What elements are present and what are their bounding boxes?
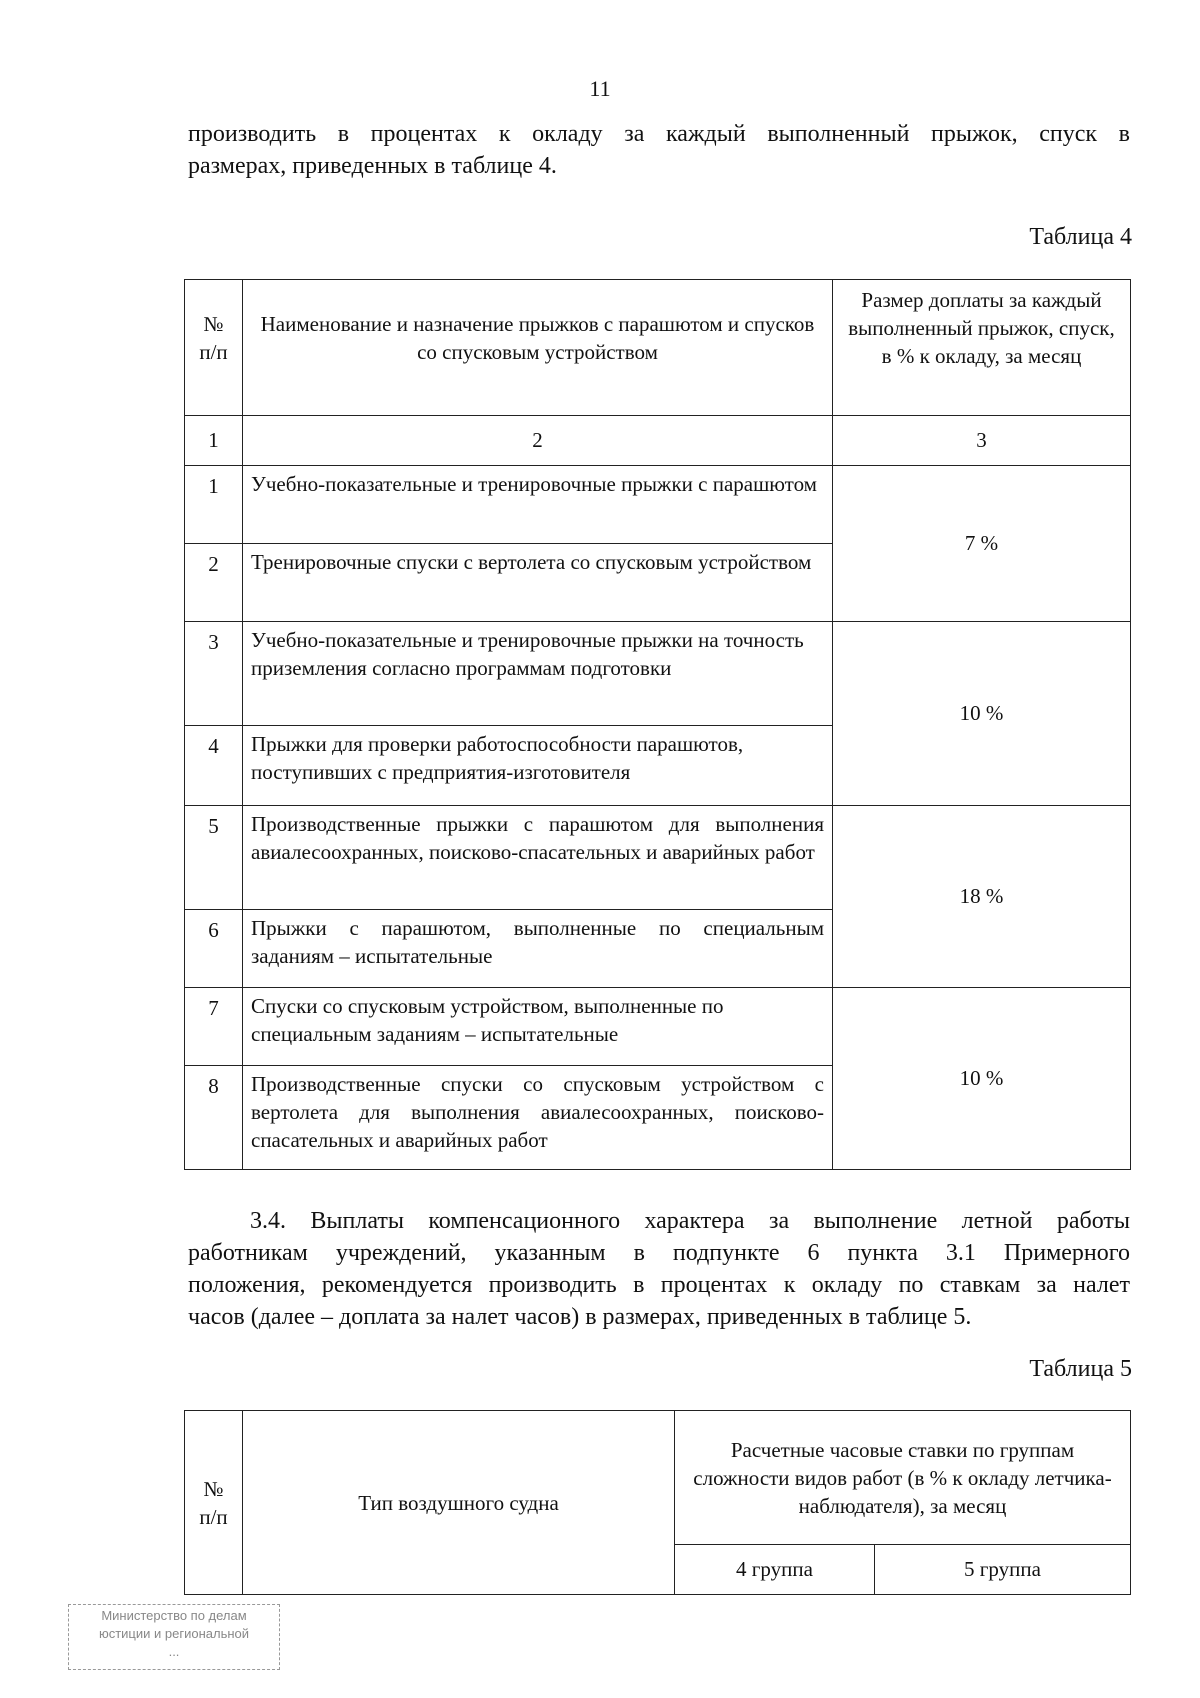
section-3-4-line-3: положения, рекомендуется производить в процентах к окладу по ставкам за налет — [188, 1272, 1130, 1298]
t4-rate-rows-7-8: 10 % — [833, 988, 1131, 1170]
t4-row-3-text: Учебно-показательные и тренировочные прыжки на точность приземления согласно программам подготовки — [243, 622, 833, 726]
t5-header-group-4: 4 группа — [675, 1545, 875, 1595]
t4-row-8-text: Производственные спуски со спусковым устройством с вертолета для выполнения авиалесоохранных, поисково-спасательных и аварийных работ — [243, 1066, 833, 1170]
t4-row-2-text: Тренировочные спуски с вертолета со спусковым устройством — [243, 544, 833, 622]
t4-row-1-text: Учебно-показательные и тренировочные прыжки с парашютом — [243, 466, 833, 544]
t4-row-5-num: 5 — [185, 806, 243, 910]
table-4-caption: Таблица 4 — [1029, 224, 1132, 250]
t4-row-4-text: Прыжки для проверки работоспособности парашютов, поступивших с предприятия-изготовителя — [243, 726, 833, 806]
intro-line-1: производить в процентах к окладу за каждый выполненный прыжок, спуск в — [188, 121, 1130, 147]
section-3-4-line-4: часов (далее – доплата за налет часов) в размерах, приведенных в таблице 5. — [188, 1304, 972, 1330]
t4-colnum-2: 2 — [243, 416, 833, 466]
table-4 — [184, 279, 1131, 1170]
t4-row-4-num: 4 — [185, 726, 243, 806]
table-5-caption: Таблица 5 — [1029, 1356, 1132, 1382]
t5-header-rates: Расчетные часовые ставки по группам сложности видов работ (в % к окладу летчика-наблюдателя), за месяц — [675, 1411, 1131, 1545]
stamp-line-1: Министерство по делам — [101, 1608, 247, 1623]
stamp-line-2: юстиции и региональной — [98, 1626, 250, 1641]
t4-header-name: Наименование и назначение прыжков с парашютом и спусков со спусковым устройством — [243, 280, 833, 416]
t4-row-6-num: 6 — [185, 910, 243, 988]
t4-row-7-num: 7 — [185, 988, 243, 1066]
t4-colnum-3: 3 — [833, 416, 1131, 466]
t5-header-type: Тип воздушного судна — [243, 1411, 675, 1595]
page-number: 11 — [589, 76, 611, 101]
intro-line-2: размерах, приведенных в таблице 4. — [188, 153, 557, 179]
t4-header-size: Размер доплаты за каждый выполненный прыжок, спуск, в % к окладу, за месяц — [833, 280, 1131, 416]
t4-row-5-text: Производственные прыжки с парашютом для выполнения авиалесоохранных, поисково-спасательных и аварийных работ — [243, 806, 833, 910]
t4-header-num: № п/п — [185, 280, 243, 416]
t4-rate-rows-3-4: 10 % — [833, 622, 1131, 806]
t5-header-num: № п/п — [185, 1411, 243, 1595]
section-3-4-line-2: работникам учреждений, указанным в подпункте 6 пункта 3.1 Примерного — [188, 1240, 1130, 1266]
table-5 — [184, 1410, 1131, 1595]
t4-colnum-1: 1 — [185, 416, 243, 466]
t4-rate-rows-5-6: 18 % — [833, 806, 1131, 988]
t4-row-3-num: 3 — [185, 622, 243, 726]
t4-row-1-num: 1 — [185, 466, 243, 544]
t4-row-6-text: Прыжки с парашютом, выполненные по специальным заданиям – испытательные — [243, 910, 833, 988]
section-3-4-line-1: 3.4. Выплаты компенсационного характера за выполнение летной работы — [250, 1208, 1130, 1234]
t4-row-2-num: 2 — [185, 544, 243, 622]
t5-header-group-5: 5 группа — [875, 1545, 1131, 1595]
stamp-line-3: ... — [168, 1644, 180, 1659]
t4-row-7-text: Спуски со спусковым устройством, выполненные по специальным заданиям – испытательные — [243, 988, 833, 1066]
registration-stamp — [68, 1604, 280, 1670]
t4-rate-rows-1-2: 7 % — [833, 466, 1131, 622]
t4-row-8-num: 8 — [185, 1066, 243, 1170]
